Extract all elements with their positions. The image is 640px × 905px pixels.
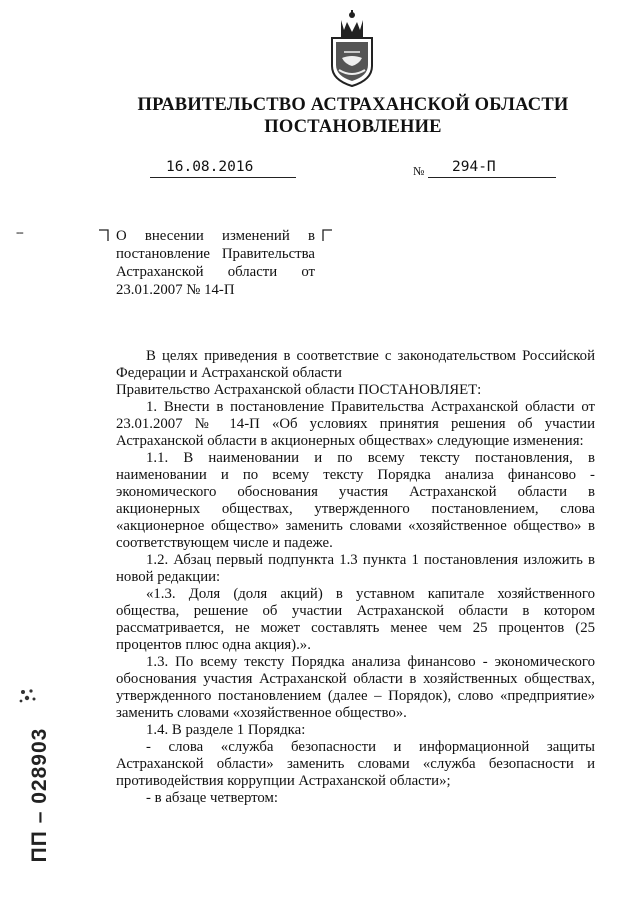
subject-line-2 (116, 245, 315, 263)
form-code: ПП – 028903 (28, 727, 51, 863)
document-subject (116, 227, 315, 299)
coat-of-arms-emblem (327, 8, 377, 88)
document-type-title: ПОСТАНОВЛЕНИЕ (264, 117, 442, 137)
margin-mark: -- (16, 224, 23, 239)
subject-word: области (227, 264, 278, 280)
subject-line-4: 23.01.2007 № 14-П (116, 282, 235, 298)
document-number: 294-П (452, 159, 496, 175)
clause-1-paragraph: 1. Внести в постановление Правительства Астраханской области от 23.01.2007 № 14-П «Об условиях принятия решения об участии Астраханской области в акционерных обществах» следующие изменения: (116, 399, 595, 449)
clause-1-2-paragraph: 1.2. Абзац первый подпункта 1.3 пункта 1 постановления изложить в новой редакции: (116, 552, 595, 585)
corner-bracket-left (98, 228, 110, 242)
corner-bracket-right (322, 228, 334, 242)
list-item-paragraph: - слова «служба безопасности и информационной защиты Астраханской области» заменить словами «служба безопасности и противодействия коррупции Астраханской области»; (116, 739, 595, 789)
subject-line-3 (116, 263, 315, 281)
number-line (428, 158, 556, 178)
number-sign: № (413, 164, 425, 178)
quoted-clause-paragraph: «1.3. Доля (доля акций) в уставном капитале хозяйственного общества, решение об участии Астраханской области в котором рассматривается, не может составлять менее чем 25 процентов (25 процентов плюс одна акция).». (116, 586, 595, 653)
subject-word: от (301, 264, 315, 280)
clause-1-1-paragraph: 1.1. В наименовании и по всему тексту постановления, в наименовании и по всему тексту Порядка анализа финансово - экономического обоснования участия Астраханской области в акционерных обществах, утвержденного постановлением, слова «акционерное общество» заменить словами «хозяйственное общество» в соответствующем числе и падеже. (116, 450, 595, 551)
preamble-paragraph: В целях приведения в соответствие с законодательством Российской Федерации и Астраханской области (116, 348, 595, 381)
subject-word: Правительства (221, 246, 315, 262)
government-title: ПРАВИТЕЛЬСТВО АСТРАХАНСКОЙ ОБЛАСТИ (137, 95, 569, 115)
document-date: 16.08.2016 (166, 159, 254, 175)
clause-1-4-paragraph: 1.4. В разделе 1 Порядка: (146, 722, 306, 738)
document-body (116, 348, 595, 807)
subject-word: внесении (144, 228, 204, 244)
subject-word: в (308, 228, 315, 244)
subject-word: О (116, 228, 127, 244)
clause-1-3-paragraph: 1.3. По всему тексту Порядка анализа финансово - экономического обоснования участия Астраханской области в хозяйственных обществах, утвержденного постановлением (далее – Порядок), слово «предприятие» заменить словами «хозяйственное общество». (116, 654, 595, 721)
subject-line-1 (116, 227, 315, 245)
form-code-vertical (10, 700, 70, 890)
list-item-paragraph: - в абзаце четвертом: (146, 790, 279, 806)
subject-word: постановление (116, 246, 210, 262)
subject-word: Астраханской (116, 264, 204, 280)
date-line (150, 158, 296, 178)
decree-paragraph: Правительство Астраханской области ПОСТАНОВЛЯЕТ: (116, 382, 482, 398)
subject-word: изменений (222, 228, 290, 244)
